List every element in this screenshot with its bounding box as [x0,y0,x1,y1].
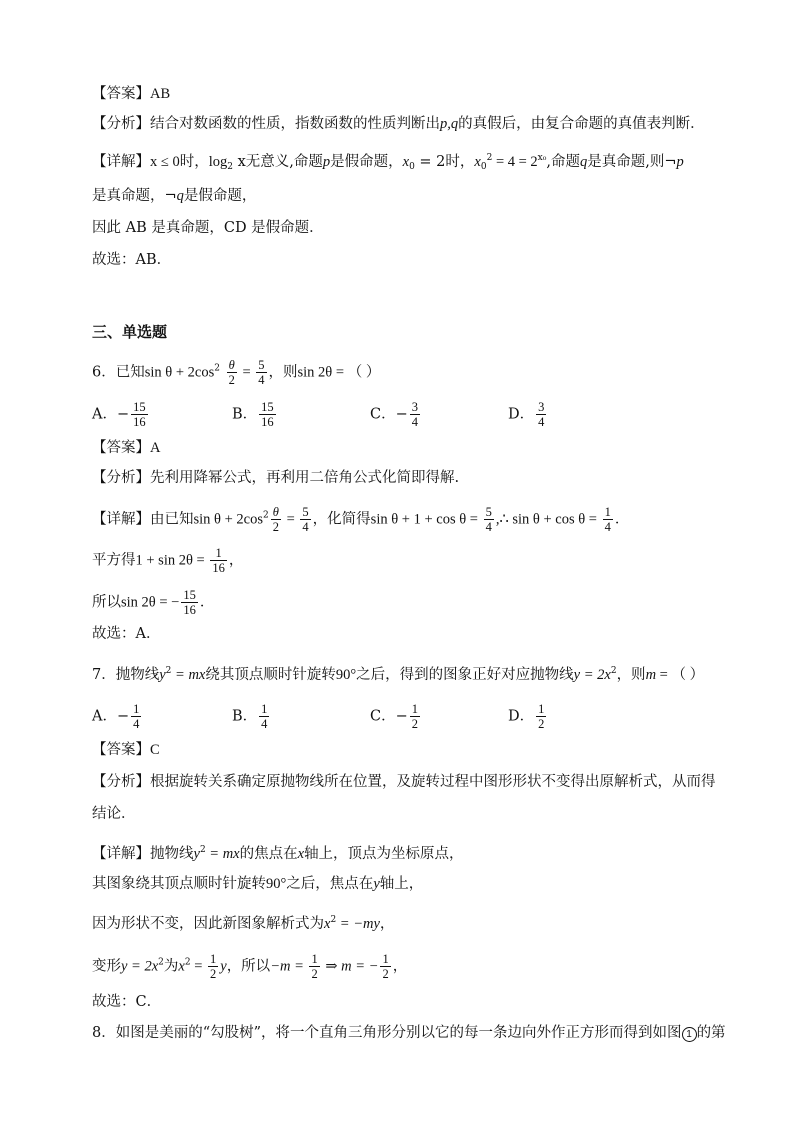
fraction: $\frac{1}{2}$ [382,952,389,981]
fraction: $\frac{15}{16}$ [133,400,146,429]
q7-answer: 【答案】C [92,742,160,758]
fraction: $\frac{1}{2}$ [538,702,545,731]
q7-option-b: B． $\frac{1}{4}$ [232,702,268,731]
q8-stem: 8．如图是美丽的“勾股树”，将一个直角三角形分别以它的每一条边向外作正方形而得到如图 1 的第 [92,1025,726,1041]
fraction: $\frac{1}{4}$ [261,702,268,731]
q7-detail-line4: 变形$y = 2x^2$为$x^2$ = $\frac{1}{2}$ y，所以−m = $\frac{1}{2}$ ⇒ m = − $\frac{1}{2}$ ， [92,952,408,981]
q7-stem: 7．抛物线$y^2$ = mx绕其顶点顺时针旋转90°之后，得到的图象正好对应抛物线$y = 2x^2$，则m = （ ） [92,666,705,683]
q5-answer: 【答案】AB [92,86,171,102]
fraction: $\frac{5}{4}$ [258,358,265,387]
q7-detail-line3: 因为形状不变，因此新图象解析式为$x^2 = -my$， [92,915,395,932]
q6-detail-line2: 平方得1 + sin 2θ = $\frac{1}{16}$ ， [92,546,244,575]
q6-detail-line1: 【详解】由已知$\sin \theta + 2\cos^2$ $\frac{\theta}{2}$ = $\frac{5}{4}$ ，化简得sin θ + 1 + cos θ = $\frac{5}{4}$ ,∴ sin θ + cos θ = $\frac{1}{4}$ ． [92,505,630,534]
q6-option-b: B． $\frac{15}{16}$ [232,400,274,429]
fraction: $\frac{1}{2}$ [311,952,318,981]
q6-detail-line3: 所以sin 2θ = − $\frac{15}{16}$ ． [92,588,215,617]
fraction: $\frac{\theta}{2}$ [272,505,279,534]
q6-conclusion: 故选：A． [92,626,161,642]
q7-analysis-line2: 结论． [92,806,136,822]
fraction: $\frac{5}{4}$ [302,505,309,534]
fraction: $\frac{1}{2}$ [411,702,418,731]
q6-stem: 6．已知$\sin \theta + 2\cos^2$ $\frac{\theta}{2}$ = $\frac{5}{4}$ ，则sin 2θ = （ ） [92,358,381,387]
fraction: $\frac{3}{4}$ [538,400,545,429]
q7-option-c: C．− $\frac{1}{2}$ [370,702,418,731]
q7-option-d: D． $\frac{1}{2}$ [508,702,545,731]
q5-conclusion: 故选：AB． [92,252,172,268]
fraction: $\frac{15}{16}$ [183,588,196,617]
fraction: $\frac{\theta}{2}$ [228,358,235,387]
fraction: $\frac{15}{16}$ [261,400,274,429]
q6-answer: 【答案】A [92,440,161,456]
q7-detail-line2: 其图象绕其顶点顺时针旋转90°之后，焦点在y轴上， [92,876,424,892]
q6-option-d: D． $\frac{3}{4}$ [508,400,545,429]
q5-detail-line3: 因此 AB 是真命题，CD 是假命题． [92,220,324,236]
fraction: $\frac{1}{4}$ [604,505,611,534]
q6-option-c: C．− $\frac{3}{4}$ [370,400,418,429]
q5-analysis: 【分析】结合对数函数的性质，指数函数的性质判断出p,q的真假后，由复合命题的真值表判断． [92,116,705,132]
fraction: $\frac{1}{2}$ [210,952,217,981]
fraction: $\frac{1}{4}$ [133,702,140,731]
fraction: $\frac{3}{4}$ [411,400,418,429]
q5-detail-line1: 【详解】x ≤ 0时，$\log_2 x$无意义,命题p是假命题，$x_0 = 2$时，$x_0^2 = 4 = 2^{x_0}$,命题q是真命题,则¬p [92,153,684,172]
fraction: $\frac{1}{16}$ [212,546,225,575]
circled-number: 1 [682,1027,697,1042]
fraction: $\frac{5}{4}$ [485,505,492,534]
q7-detail-line1: 【详解】抛物线$y^2$ = mx的焦点在x轴上，顶点为坐标原点， [92,845,464,862]
q7-option-a: A．− $\frac{1}{4}$ [92,702,140,731]
q5-detail-line2: 是真命题，¬q是假命题， [92,188,257,204]
q7-conclusion: 故选：C． [92,994,162,1010]
q6-analysis: 【分析】先利用降幂公式，再利用二倍角公式化简即得解. [92,470,460,486]
q6-option-a: A．− $\frac{15}{16}$ [92,400,146,429]
section-title: 三、单选题 [92,323,168,341]
q7-analysis-line1: 【分析】根据旋转关系确定原抛物线所在位置，及旋转过程中图形形状不变得出原解析式，从而得 [92,774,716,790]
